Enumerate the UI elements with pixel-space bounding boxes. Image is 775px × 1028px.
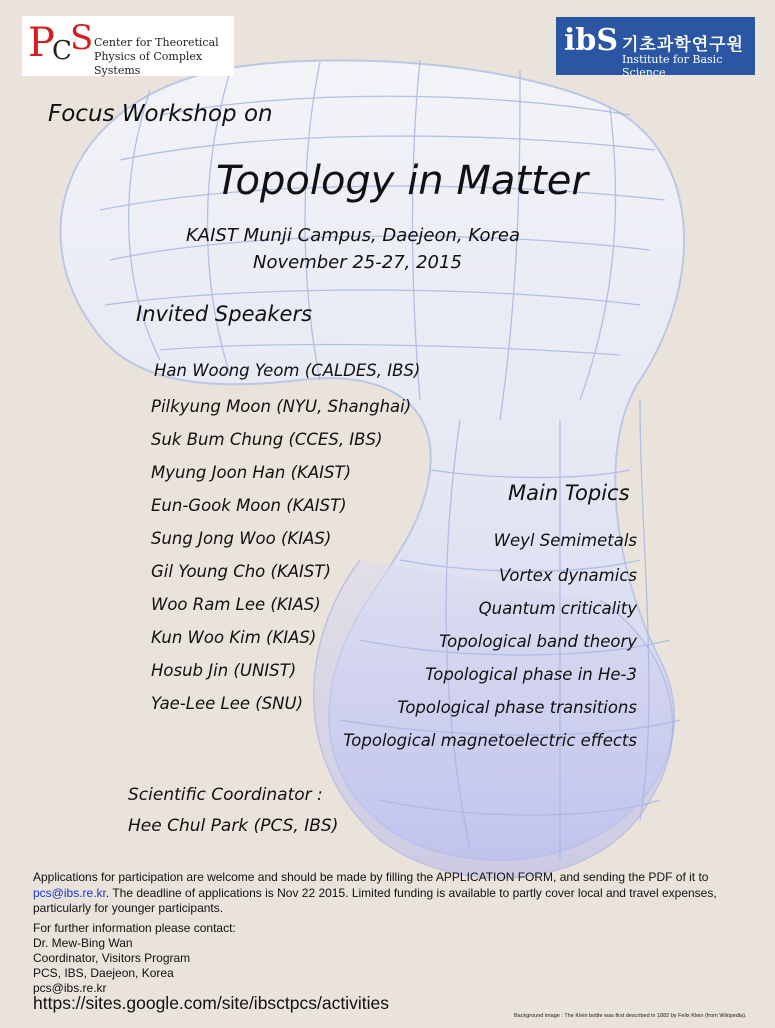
website-link[interactable]: https://sites.google.com/site/ibsctpcs/activities	[33, 993, 389, 1013]
topic-item: Quantum criticality	[478, 599, 637, 618]
topic-item: Topological phase in He-3	[425, 665, 637, 684]
application-email-link[interactable]: pcs@ibs.re.kr	[33, 885, 106, 900]
ibs-logo-mark: ibS	[564, 23, 619, 58]
ibs-logo-korean: 기초과학연구원	[622, 35, 744, 55]
speaker-item: Han Woong Yeom (CALDES, IBS)	[154, 361, 421, 380]
coordinator-label: Scientific Coordinator :	[128, 785, 323, 805]
application-info	[33, 870, 753, 917]
speaker-item: Myung Joon Han (KAIST)	[151, 463, 352, 482]
focus-workshop-label: Focus Workshop on	[48, 101, 273, 127]
application-text-2: . The deadline of applications is Nov 22 2015. Limited funding is available to partly cover local and travel expenses, particularly for younger participants.	[33, 885, 717, 915]
ibs-logo	[556, 17, 755, 79]
speaker-item: Gil Young Cho (KAIST)	[151, 562, 331, 581]
pcs-logo-letter-p: P	[28, 20, 55, 66]
topic-item: Topological magnetoelectric effects	[343, 731, 637, 750]
background-credit: Background image : The Klein bottle was first described in 1882 by Felix Klein (from Wikipedia).	[514, 1013, 747, 1019]
speaker-item: Pilkyung Moon (NYU, Shanghai)	[151, 397, 412, 416]
pcs-logo-letter-s: S	[70, 18, 94, 58]
pcs-logo-mark	[26, 18, 96, 74]
topic-item: Weyl Semimetals	[493, 531, 637, 550]
speaker-item: Suk Bum Chung (CCES, IBS)	[151, 430, 383, 449]
speaker-item: Sung Jong Woo (KIAS)	[151, 529, 332, 548]
contact-info	[33, 921, 236, 996]
contact-role: Coordinator, Visitors Program	[33, 951, 191, 965]
contact-email[interactable]: pcs@ibs.re.kr	[33, 981, 107, 995]
main-topics-heading: Main Topics	[508, 481, 630, 505]
pcs-logo-text	[94, 36, 234, 78]
speaker-item: Yae-Lee Lee (SNU)	[151, 694, 304, 713]
pcs-logo	[22, 16, 234, 76]
pcs-logo-letter-c: C	[52, 36, 72, 66]
application-text-1: Applications for participation are welcome and should be made by filling the APPLICATION FORM, and sending the PDF of it to	[33, 870, 709, 884]
speaker-item: Kun Woo Kim (KIAS)	[151, 628, 317, 647]
pcs-logo-line1: Center for Theoretical	[94, 36, 219, 49]
venue: KAIST Munji Campus, Daejeon, Korea	[186, 225, 521, 246]
contact-intro: For further information please contact:	[33, 921, 236, 935]
contact-org: PCS, IBS, Daejeon, Korea	[33, 966, 174, 980]
ibs-logo-english: Institute for Basic Science	[622, 53, 723, 79]
workshop-date: November 25-27, 2015	[253, 252, 462, 273]
coordinator-name: Hee Chul Park (PCS, IBS)	[128, 816, 339, 836]
speaker-item: Eun-Gook Moon (KAIST)	[151, 496, 347, 515]
topic-item: Vortex dynamics	[499, 566, 637, 585]
speaker-item: Hosub Jin (UNIST)	[151, 661, 297, 680]
workshop-title: Topology in Matter	[216, 158, 588, 204]
invited-speakers-heading: Invited Speakers	[136, 302, 313, 326]
topic-item: Topological band theory	[439, 632, 637, 651]
speaker-item: Woo Ram Lee (KIAS)	[151, 595, 321, 614]
topic-item: Topological phase transitions	[397, 698, 637, 717]
pcs-logo-line2: Physics of Complex Systems	[94, 50, 203, 77]
contact-name: Dr. Mew-Bing Wan	[33, 936, 133, 950]
